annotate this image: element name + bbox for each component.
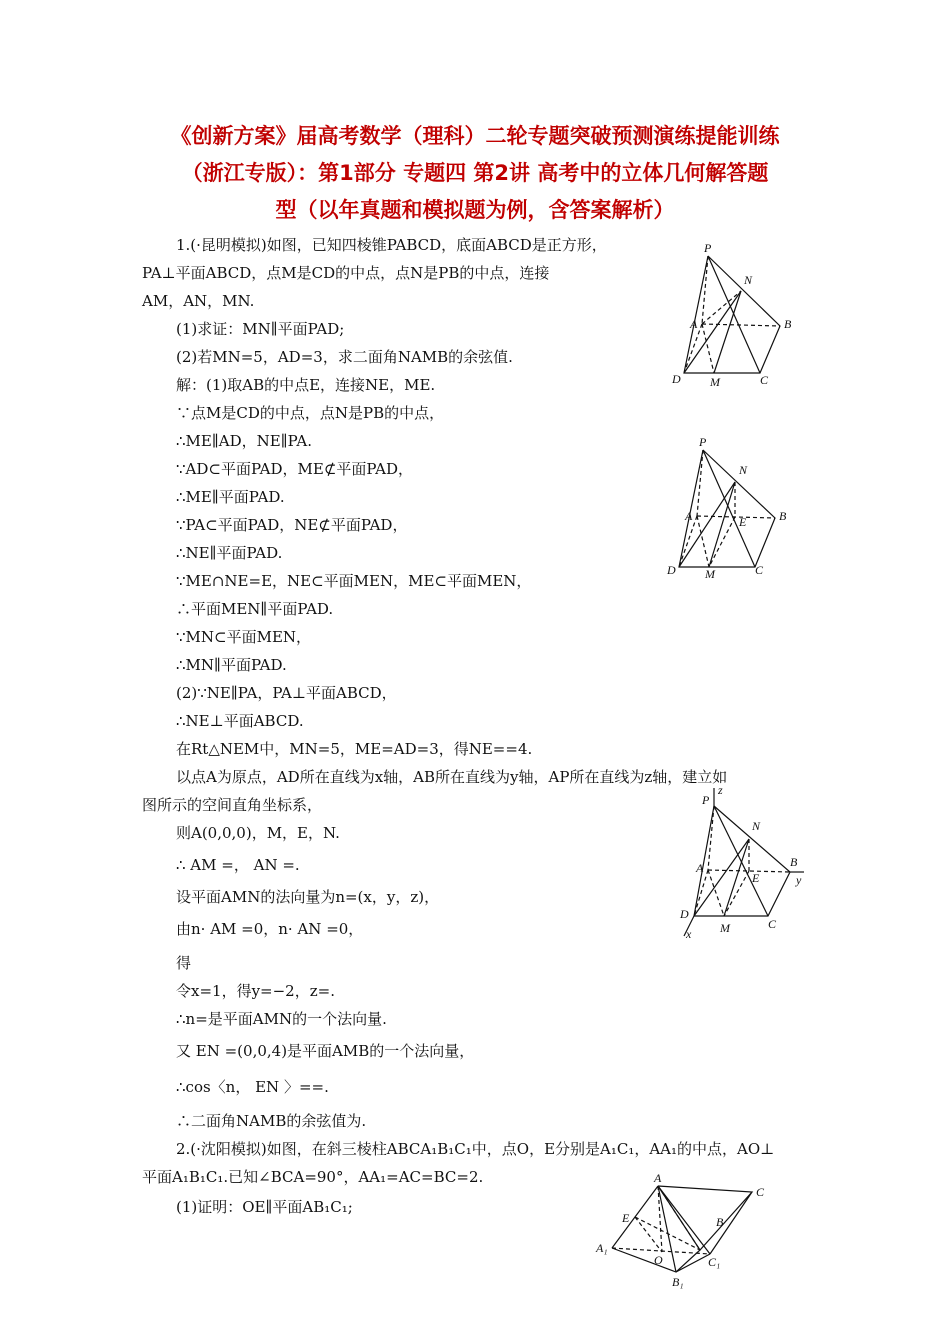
fig4-label: B₁ (672, 1275, 684, 1289)
text-line: 图所示的空间直角坐标系， (142, 796, 323, 814)
fig4-label: O (654, 1253, 663, 1267)
fig3-label: P (702, 793, 710, 807)
fig3-label: N (752, 819, 761, 833)
fig3-label: y (796, 873, 802, 887)
text-line: 1.(·昆明模拟)如图，已知四棱锥PABCD，底面ABCD是正方形， (176, 236, 607, 254)
title-line-1: 《创新方案》届高考数学（理科）二轮专题突破预测演练提能训练 (170, 124, 780, 148)
text-line: 设平面AMN的法向量为n=(x，y，z)， (176, 888, 440, 906)
fig2-label: E (739, 515, 747, 529)
fig2-label: P (699, 435, 707, 449)
text-line: ∴MN∥平面PAD. (176, 656, 287, 674)
text-line: 又 EN =(0,0,4)是平面AMB的一个法向量， (176, 1042, 475, 1060)
text-line: 在Rt△NEM中，MN=5，ME=AD=3，得NE==4. (176, 740, 533, 758)
text-line: AM，AN，MN. (142, 292, 255, 310)
fig1-label: C (760, 373, 769, 387)
text-line: 令x=1，得y=−2，z=. (176, 982, 335, 1000)
text-line: ∴NE⊥平面ABCD. (176, 712, 304, 730)
prism-figure (592, 1170, 782, 1290)
pyramid-figure-1 (668, 238, 808, 388)
fig3-label: A (696, 861, 704, 875)
fig4-label: B (716, 1215, 724, 1229)
text-line: 得 (176, 954, 192, 972)
text-line: ∴NE∥平面PAD. (176, 544, 283, 562)
fig3-label: M (720, 921, 730, 935)
fig3-label: z (718, 784, 723, 797)
fig2-label: A (685, 509, 693, 523)
fig3-label: x (686, 927, 692, 941)
fig3-label: B (790, 855, 798, 869)
text-line: ∴ AM =， AN =. (176, 856, 300, 874)
text-line: 2.(·沈阳模拟)如图，在斜三棱柱ABCA₁B₁C₁中，点O，E分别是A₁C₁，AA₁的中点，AO⊥ (176, 1140, 775, 1158)
fig3-label: E (752, 871, 760, 885)
text-line: 平面A₁B₁C₁.已知∠BCA=90°，AA₁=AC=BC=2. (142, 1168, 484, 1186)
fig4-label: A₁ (596, 1241, 608, 1255)
text-line: ∵AD⊂平面PAD，ME⊄平面PAD， (176, 460, 413, 478)
fig3-label: C (768, 917, 777, 931)
text-line: ∴ME∥AD，NE∥PA. (176, 432, 312, 450)
fig1-label: A (690, 317, 698, 331)
fig2-label: N (739, 463, 748, 477)
document-title (130, 118, 820, 229)
fig2-label: B (779, 509, 787, 523)
fig2-label: M (705, 567, 715, 581)
text-line: ∴二面角NAMB的余弦值为. (176, 1112, 367, 1130)
fig1-label: D (672, 372, 681, 386)
fig4-label: C (756, 1185, 765, 1199)
text-line: 由n· AM =0，n· AN =0， (176, 920, 364, 938)
text-line: (2)∵NE∥PA，PA⊥平面ABCD， (176, 684, 397, 702)
text-line: ∴cos〈n， EN 〉==. (176, 1078, 329, 1096)
pyramid-figure-3 (672, 784, 812, 944)
text-line: ∴ME∥平面PAD. (176, 488, 285, 506)
text-line: 则A(0,0,0)，M，E，N. (176, 824, 340, 842)
fig4-label: A (654, 1171, 662, 1185)
fig4-label: C₁ (708, 1255, 721, 1269)
fig2-label: D (667, 563, 676, 577)
text-line: ∵PA⊂平面PAD，NE⊄平面PAD， (176, 516, 408, 534)
text-line: 以点A为原点，AD所在直线为x轴，AB所在直线为y轴，AP所在直线为z轴，建立如 (176, 768, 728, 786)
text-line: (2)若MN=5，AD=3，求二面角NAMB的余弦值. (176, 348, 513, 366)
fig1-label: P (704, 241, 712, 255)
pyramid-figure-2 (663, 432, 803, 582)
text-line: ∵ME∩NE=E，NE⊂平面MEN，ME⊂平面MEN， (176, 572, 532, 590)
text-line: ∴平面MEN∥平面PAD. (176, 600, 334, 618)
fig2-label: C (755, 563, 764, 577)
text-line: PA⊥平面ABCD，点M是CD的中点，点N是PB的中点，连接 (142, 264, 550, 282)
text-line: ∴n=是平面AMN的一个法向量. (176, 1010, 387, 1028)
text-line: (1)证明：OE∥平面AB₁C₁; (176, 1198, 353, 1216)
title-line-2: （浙江专版）：第1部分 专题四 第2讲 高考中的立体几何解答题 (181, 161, 769, 185)
text-line: ∵MN⊂平面MEN， (176, 628, 312, 646)
fig1-label: N (744, 273, 753, 287)
text-line: ∵点M是CD的中点，点N是PB的中点， (176, 404, 445, 422)
title-line-3: 型（以年真题和模拟题为例，含答案解析） (275, 198, 675, 222)
text-line: (1)求证：MN∥平面PAD; (176, 320, 345, 338)
fig3-label: D (680, 907, 689, 921)
fig1-label: M (710, 375, 720, 388)
text-line: 解：(1)取AB的中点E，连接NE，ME. (176, 376, 436, 394)
fig1-label: B (784, 317, 792, 331)
fig4-label: E (622, 1211, 630, 1225)
